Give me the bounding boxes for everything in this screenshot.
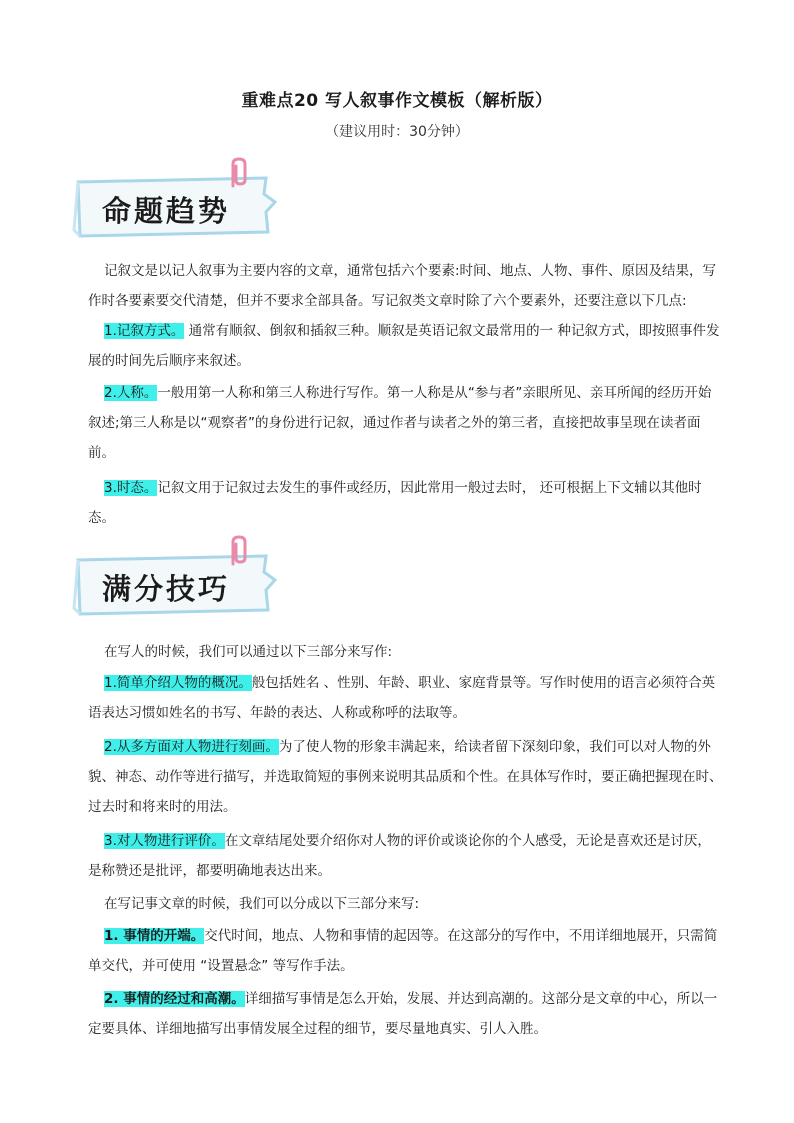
point-label: 2.从多方面对人物进行刻画。: [104, 739, 279, 755]
point-label: 2. 事情的经过和高潮。: [104, 991, 245, 1007]
point-text: 般包括姓名 、性别、年龄、职业、家庭背景等。写作时使用的语言必须符合英语表达习惯如姓名的书写、年龄的表达、人称或称呼的法取等。: [88, 675, 716, 721]
section-heading-skills: 满分技巧: [102, 572, 231, 606]
event-point-climax: [88, 984, 724, 1044]
point-tense: [88, 473, 724, 533]
page-subtitle: （建议用时：30分钟）: [325, 124, 469, 140]
intro-person: 在写人的时候，我们可以通过以下三部分来写作:: [104, 644, 393, 660]
point-text: 交代时间，地点、人物和事情的起因等。在这部分的写作中，不用详细地展开，只需简单交代，并可使用 “设置悬念” 等写作手法。: [88, 928, 718, 974]
person-point-overview: [88, 668, 724, 728]
point-label: 1. 事情的开端。: [104, 928, 205, 944]
point-text: 通常有顺叙、倒叙和插叙三种。顺叙是英语记叙文最常用的一 种记叙方式，即按照事件发展的时间先后顺序来叙述。: [88, 323, 720, 369]
point-text: 记叙文用于记叙过去发生的事件或经历，因此常用一般过去时， 还可根据上下文辅以其他时态。: [88, 480, 702, 526]
paper-clip-icon: [225, 534, 255, 568]
point-text: 为了使人物的形象丰满起来，给读者留下深刻印象，我们可以对人物的外貌、神态、动作等进行描写，并选取简短的事例来说明其品质和个性。在具体写作时，要正确把握现在时、过去时和将来时的用法。: [88, 739, 723, 815]
point-text: 详细描写事情是怎么开始，发展、并达到高潮的。这部分是文章的中心，所以一定要具体、详细地描写出事情发展全过程的细节，要尽量地真实、引人入胜。: [88, 991, 718, 1037]
section-banner-trend: [70, 172, 285, 242]
point-label: 1.简单介绍人物的概况。: [104, 675, 252, 691]
person-point-evaluation: [88, 826, 724, 886]
section-banner-skills: [70, 550, 285, 620]
person-point-portrayal: [88, 732, 724, 822]
intro-paragraph: 记叙文是以记人叙事为主要内容的文章，通常包括六个要素:时间、地点、人物、事件、原因及结果，写作时各要素要交代清楚，但并不要求全部具备。写记叙类文章时除了六个要素外，还要注意以下几点:: [88, 263, 717, 309]
point-label: 3.时态。: [104, 480, 158, 496]
point-label: 2.人称。: [104, 385, 158, 401]
event-point-beginning: [88, 921, 724, 981]
section-heading-trend: 命题趋势: [102, 194, 231, 228]
point-narration-method: [88, 316, 724, 376]
paper-clip-icon: [225, 156, 255, 190]
point-text: 一般用第一人称和第三人称进行写作。第一人称是从“参与者”亲眼所见、亲耳所闻的经历开始叙述;第三人称是以“观察者”的身份进行记叙，通过作者与读者之外的第三者，直接把故事呈现在读者面前。: [88, 385, 712, 461]
point-label: 1.记叙方式。: [104, 323, 185, 339]
page-title: 重难点20 写人叙事作文模板（解析版）: [241, 91, 553, 111]
point-text: 在文章结尾处要介绍你对人物的评价或谈论你的个人感受，无论是喜欢还是讨厌，是称赞还是批评，都要明确地表达出来。: [88, 833, 711, 879]
point-person: [88, 378, 724, 468]
point-label: 3.对人物进行评价。: [104, 833, 225, 849]
intro-event: 在写记事文章的时候，我们可以分成以下三部分来写:: [104, 896, 420, 912]
